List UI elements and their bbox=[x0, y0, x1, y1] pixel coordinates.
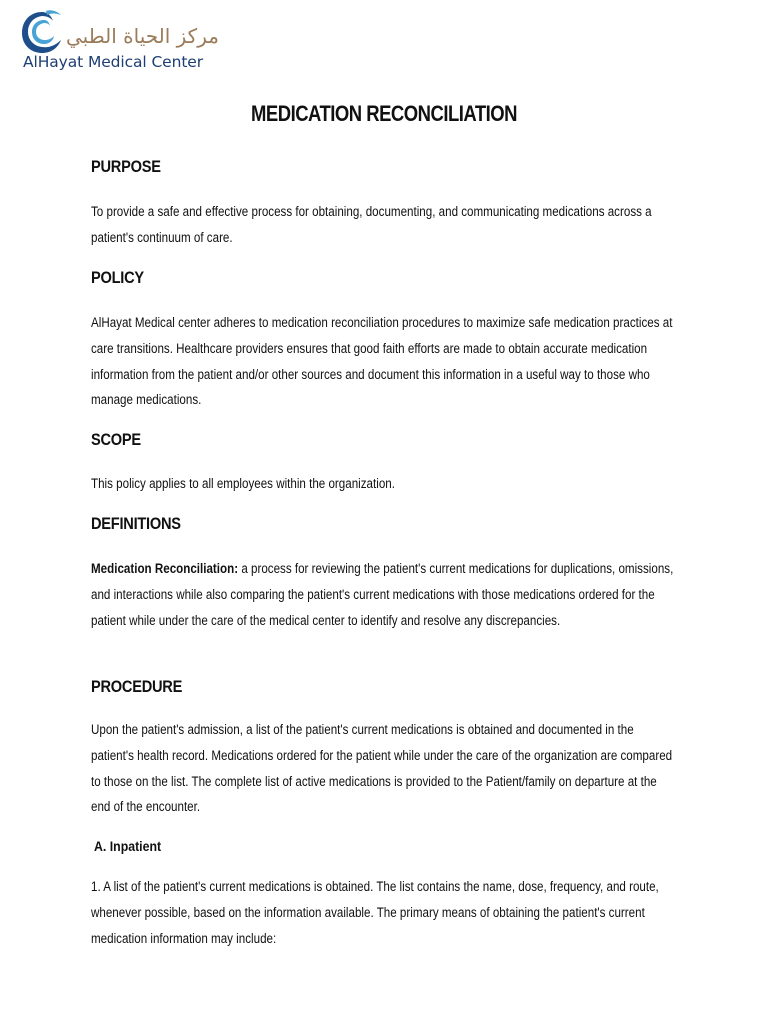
document-title: MEDICATION RECONCILIATION bbox=[251, 101, 517, 126]
logo-mark-icon bbox=[20, 8, 64, 56]
logo bbox=[18, 6, 218, 78]
procedure-heading: PROCEDURE bbox=[91, 677, 183, 696]
definition-term: Medication Reconciliation: bbox=[91, 561, 239, 576]
logo-arabic-text: مركز الحياة الطبي bbox=[66, 24, 219, 48]
scope-text: This policy applies to all employees within the organization. bbox=[91, 476, 395, 491]
policy-text: AlHayat Medical center adheres to medication reconciliation procedures to maximize safe medication practices at care transitions. Healthcare providers ensures that good faith efforts are made to obtain accurate medication information from the patient and/or other sources and document this information in a useful way to those who manage medications. bbox=[91, 315, 673, 408]
scope-heading: SCOPE bbox=[91, 430, 141, 449]
definitions-text bbox=[91, 556, 676, 633]
definitions-heading: DEFINITIONS bbox=[91, 514, 181, 533]
procedure-text: Upon the patient's admission, a list of the patient's current medications is obtained and documented in the patient's health record. Medications ordered for the patient while under the care of the organization are compared to those on the list. The complete list of active medications is provided to the Patient/family on departure at the end of the encounter. bbox=[91, 722, 673, 815]
logo-english-text: AlHayat Medical Center bbox=[23, 53, 204, 71]
definition-body: a process for reviewing the patient's current medications for duplications, omissions, and interactions while also comparing the patient's current medications with those medications ordered for the patient while under the care of the medical center to identify and resolve any discrepancies. bbox=[91, 561, 674, 628]
inpatient-subheading: A. Inpatient bbox=[94, 838, 162, 854]
purpose-text: To provide a safe and effective process for obtaining, documenting, and communicating medications across a patient's continuum of care. bbox=[91, 204, 652, 245]
inpatient-item-1: 1. A list of the patient's current medications is obtained. The list contains the name, dose, frequency, and route, whenever possible, based on the information available. The primary means of obtaining the patient's current medication information may include: bbox=[91, 879, 659, 946]
purpose-heading: PURPOSE bbox=[91, 157, 161, 176]
policy-heading: POLICY bbox=[91, 268, 144, 287]
